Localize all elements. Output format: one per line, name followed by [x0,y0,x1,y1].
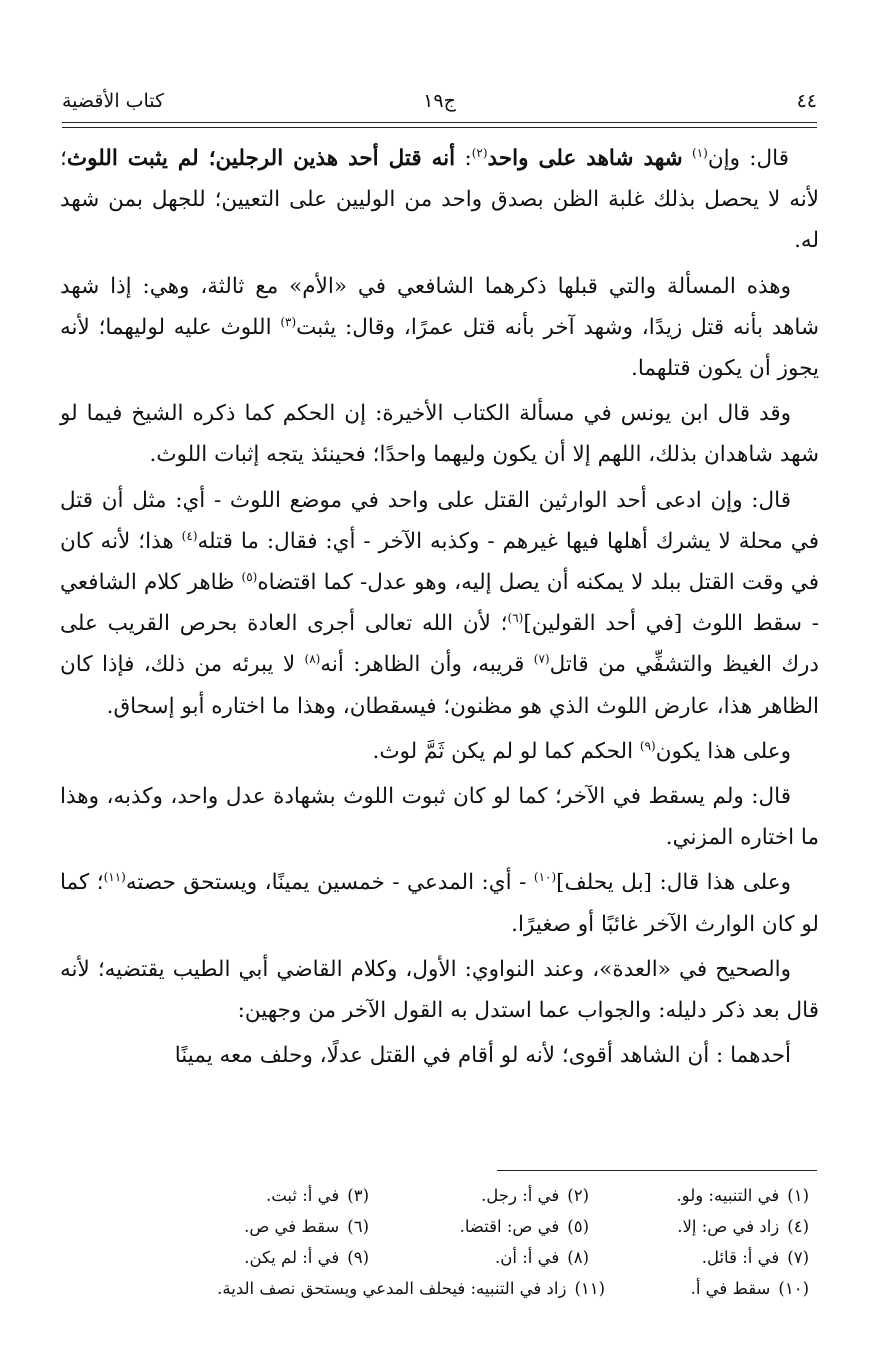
text-run: ظاهر كلام الشافعي - سقط اللوث [في أحد القولين] [60,570,819,637]
page-number: ٤٤ [796,90,817,112]
paragraph [60,266,819,390]
text-run: قال: وإن [707,146,789,171]
footnotes [90,1180,809,1304]
footnote-text: في أ: ثبت. [265,1186,340,1205]
footnote-text: في ص: اقتضا. [459,1217,560,1236]
footnote-number: (١٠) [778,1279,809,1298]
text-run: هذا؛ لأنه كان في وقت القتل ببلد لا يمكنه أن يصل إليه، وهو عدل- كما اقتضاه [60,528,819,596]
footnote-item [609,1211,809,1242]
footnote-ref[interactable]: (١) [692,145,708,160]
footnote-text: سقط في أ. [690,1279,771,1298]
footnote-number: (٣) [347,1186,369,1205]
footnote-number: (٥) [567,1217,589,1236]
paragraph: وقد قال ابن يونس في مسألة الكتاب الأخيرة: إن الحكم كما ذكره الشيخ فيما لو شهد شاهدان بذلك، اللهم إلا أن يكون وليهما واحدًا؛ فحينئذ يتجه إثبات اللوث. [60,401,819,468]
footnote-ref[interactable]: (٢) [471,145,488,160]
footnote-divider [497,1170,817,1171]
text-run: وهذه المسألة والتي قبلها ذكرهما الشافعي في «الأم» مع ثالثة، وهي: إذا شهد شاهد بأنه قتل زيدًا، وشهد آخر بأنه قتل عمرًا، وقال: يثبت [60,273,819,340]
footnote-item [625,1273,809,1304]
footnote-item [389,1211,589,1242]
main-text [60,138,819,1080]
footnote-text: في أ: قائل. [701,1248,780,1267]
footnote-ref[interactable]: (١٠) [533,870,557,885]
header-divider [62,122,817,128]
text-run: اللوث عليه لوليهما؛ لأنه يجوز أن يكون قتلهما. [60,314,819,382]
text-run: : [455,146,472,171]
text-run: ؛ لأن الله تعالى أجرى العادة بحرص القريب على درك الغيظ والتشفِّي من قاتل [60,611,820,678]
text-run: وعلى هذا قال: [بل يحلف] [556,870,792,896]
footnote-ref[interactable]: (٩) [639,738,656,753]
footnote-ref[interactable]: (٦) [507,611,524,626]
footnote-ref[interactable]: (٣) [280,314,297,329]
volume-label: ج١٩ [423,90,456,112]
footnote-ref[interactable]: (١١) [103,870,126,885]
paragraph [60,480,819,727]
footnote-row [90,1242,809,1273]
footnote-row [90,1273,809,1304]
footnote-item [90,1273,605,1304]
footnote-ref[interactable]: (٨) [304,652,321,667]
footnote-row [90,1180,809,1211]
text-run: قال: وإن ادعى أحد الوارثين القتل على واحد في موضع اللوث - أي: مثل أن قتل في محلة لا يشرك أهلها فيها غيرهم - وكذبه الآخر - أي: فقال: ما قتله [60,487,819,554]
paragraph [60,731,819,772]
paragraph: أحدهما : أن الشاهد أقوى؛ لأنه لو أقام في القتل عدلًا، وحلف معه يمينًا [174,1043,791,1069]
text-run: الحكم كما لو لم يكن ثَمَّ لوث. [372,738,640,764]
footnote-item [389,1242,589,1273]
footnote-item [389,1180,589,1211]
footnote-text: في أ: لم يكن. [244,1248,340,1267]
footnote-ref[interactable]: (٥) [241,569,258,584]
footnote-number: (٢) [567,1186,589,1205]
text-run: - أي: المدعي - خمسين يمينًا، ويستحق حصته [125,870,534,896]
book-title: كتاب الأقضية [62,90,165,112]
footnote-row [90,1211,809,1242]
footnote-number: (٤) [787,1217,809,1236]
page-header [62,84,817,118]
footnote-text: في أ: رجل. [481,1186,560,1205]
footnote-text: في التنبيه: ولو. [676,1186,780,1205]
footnote-item [609,1180,809,1211]
footnote-number: (٩) [347,1248,369,1267]
footnote-item [169,1180,369,1211]
paragraph [60,862,819,944]
footnote-item [169,1211,369,1242]
text-run: لا يبرئه من ذلك، فإذا كان الظاهر هذا، عارض اللوث الذي هو مظنون؛ فيسقطان، وهذا ما اختاره أبو إسحاق. [60,652,819,719]
footnote-ref[interactable]: (٧) [533,652,550,667]
text-run: ؛ كما لو كان الوارث الآخر غائبًا أو صغيرًا. [60,870,819,937]
footnote-text: في أ: أن. [495,1248,560,1267]
text-run: وعلى هذا يكون [655,738,791,764]
text-run: ؛ لأنه لا يحصل بذلك غلبة الظن بصدق واحد من الوليين على التعيين؛ للجهل بمن شهد له. [60,146,819,254]
bold-text: شهد شاهد على واحد [487,146,683,171]
paragraph: والصحيح في «العدة»، وعند النواوي: الأول، وكلام القاضي أبي الطيب يقتضيه؛ لأنه قال بعد ذكر دليله: والجواب عما استدل به القول الآخر من وجهين: [60,956,819,1024]
footnote-text: زاد في ص: إلا. [677,1217,780,1236]
footnote-text: سقط في ص. [244,1217,340,1236]
footnote-number: (٧) [787,1248,809,1267]
footnote-item [609,1242,809,1273]
footnote-item [169,1242,369,1273]
paragraph [60,138,819,262]
bold-text: أنه قتل أحد هذين الرجلين؛ لم يثبت اللوث [66,146,456,171]
footnote-number: (٦) [347,1217,369,1236]
footnote-ref[interactable]: (٤) [181,528,198,543]
footnote-text: زاد في التنبيه: فيحلف المدعي ويستحق نصف الدية. [217,1279,567,1298]
footnote-number: (١) [787,1186,809,1205]
text-run: قريبه، وأن الظاهر: أنه [320,652,534,678]
footnote-number: (١١) [574,1279,606,1298]
footnote-number: (٨) [567,1248,589,1267]
paragraph: قال: ولم يسقط في الآخر؛ كما لو كان ثبوت اللوث بشهادة عدل واحد، وكذبه، وهذا ما اختاره المزني. [60,784,819,851]
